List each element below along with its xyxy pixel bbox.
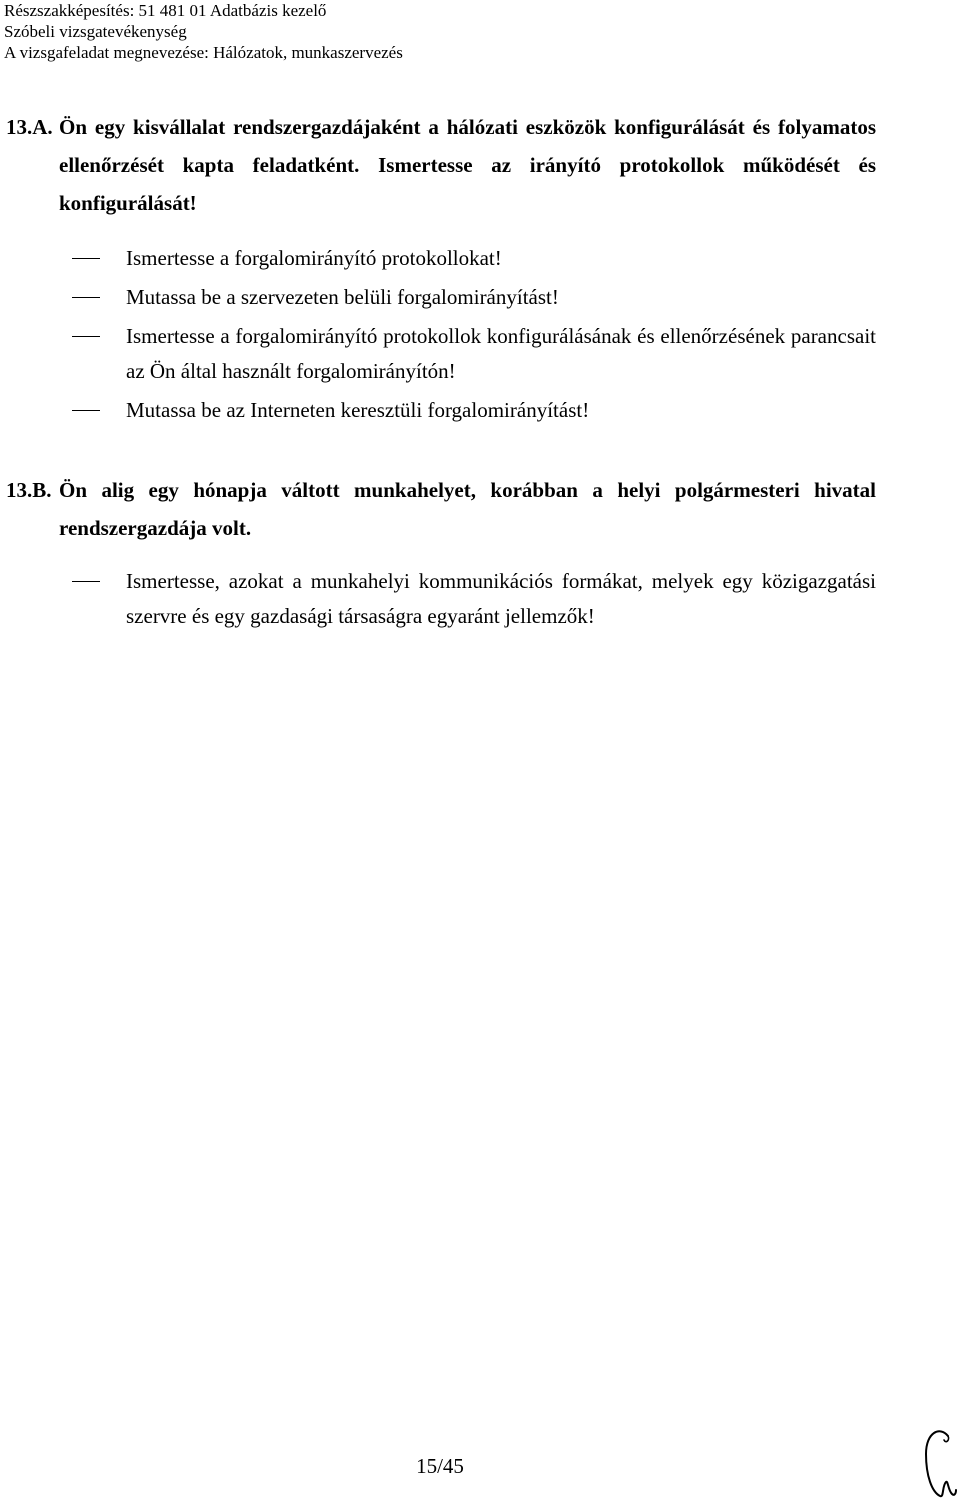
- header-task-name: A vizsgafeladat megnevezése: Hálózatok, munkaszervezés: [4, 43, 403, 62]
- list-item-text: Mutassa be a szervezeten belüli forgalomirányítást!: [126, 285, 559, 309]
- section-b-title: [6, 471, 876, 547]
- page-header: [4, 0, 403, 63]
- section-a-number: 13.A.: [6, 115, 53, 139]
- header-qualification: Részszakképesítés: 51 481 01 Adatbázis kezelő: [4, 1, 327, 20]
- section-b-number: 13.B.: [6, 478, 52, 502]
- section-a-text: Ön egy kisvállalat rendszergazdájaként a hálózati eszközök konfigurálását és folyamatos ellenőrzését kapta feladatként. Ismertesse az irányító protokollok működését és konfigurálását!: [59, 115, 876, 215]
- section-a-title: [6, 108, 876, 222]
- list-item: [72, 280, 876, 315]
- dash-bullet-icon: [72, 581, 100, 582]
- dash-bullet-icon: [72, 336, 100, 337]
- dash-bullet-icon: [72, 297, 100, 298]
- section-b-text: Ön alig egy hónapja váltott munkahelyet, korábban a helyi polgármesteri hivatal rendszergazdája volt.: [59, 478, 876, 540]
- list-item-text: Ismertesse a forgalomirányító protokollokat!: [126, 246, 502, 270]
- dash-bullet-icon: [72, 258, 100, 259]
- dash-bullet-icon: [72, 410, 100, 411]
- list-item-text: Ismertesse a forgalomirányító protokollok konfigurálásának és ellenőrzésének parancsait az Ön által használt forgalomirányítón!: [126, 324, 876, 383]
- list-item: [72, 393, 876, 428]
- list-item: [72, 564, 876, 634]
- page-number: 15/45: [416, 1454, 464, 1478]
- section-a-bullets: [72, 241, 876, 428]
- section-b-bullets: [72, 564, 876, 634]
- header-exam-type: Szóbeli vizsgatevékenység: [4, 22, 187, 41]
- list-item-text: Ismertesse, azokat a munkahelyi kommunikációs formákat, melyek egy közigazgatási szervre és egy gazdasági társaságra egyaránt jellemzők!: [126, 569, 876, 628]
- list-item-text: Mutassa be az Interneten keresztüli forgalomirányítást!: [126, 398, 590, 422]
- signature-icon: [918, 1424, 958, 1500]
- list-item: [72, 241, 876, 276]
- list-item: [72, 319, 876, 389]
